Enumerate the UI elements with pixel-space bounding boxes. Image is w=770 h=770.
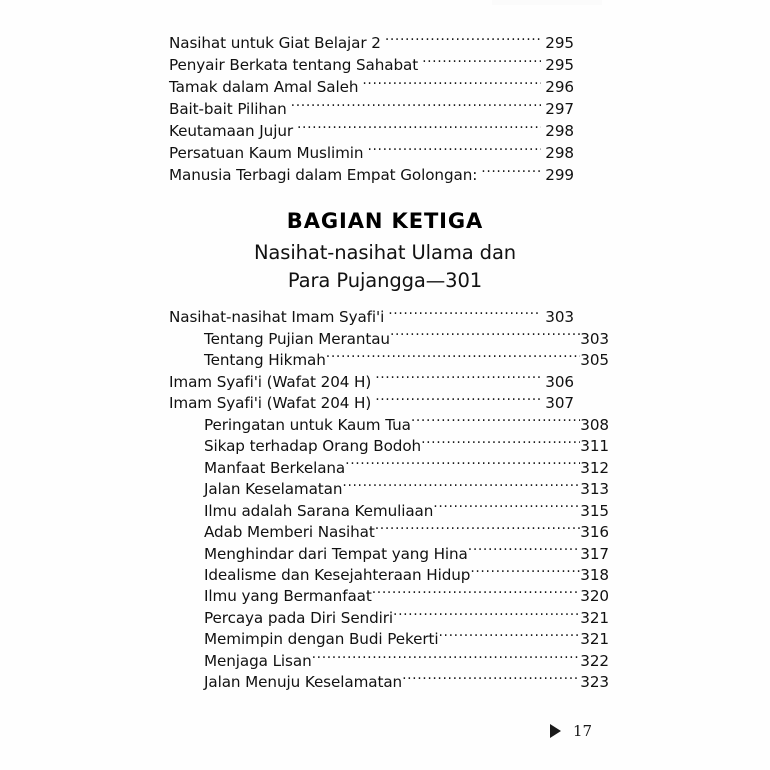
section-heading-subtitle	[0, 239, 770, 295]
toc-entry-title: Sikap terhadap Orang Bodoh	[204, 437, 422, 456]
toc-entry[interactable]	[169, 164, 574, 186]
toc-dot-leader	[375, 371, 541, 386]
toc-entry-page-number: 322	[580, 651, 609, 670]
toc-entry-title: Jalan Menuju Keselamatan	[204, 673, 403, 692]
toc-entry[interactable]	[169, 98, 574, 120]
toc-entry-page-number: 317	[580, 544, 609, 563]
toc-entry-title: Menghindar dari Tempat yang Hina	[204, 544, 468, 563]
toc-entry[interactable]	[169, 436, 609, 457]
toc-entry-title: Adab Memberi Nasihat	[204, 523, 375, 542]
toc-dot-leader	[422, 55, 541, 70]
toc-entry-title: Percaya pada Diri Sendiri	[204, 608, 394, 627]
toc-entry[interactable]	[169, 522, 609, 543]
section-heading-subtitle-line-1: Nasihat-nasihat Ulama dan	[253, 241, 517, 264]
toc-dot-leader	[385, 33, 541, 48]
toc-entry-title: Peringatan untuk Kaum Tua	[204, 415, 411, 434]
toc-dot-leader	[345, 457, 580, 472]
page-footer	[0, 722, 770, 740]
toc-dot-leader	[439, 629, 581, 644]
toc-entry-page-number: 307	[545, 394, 574, 413]
toc-entry-page-number: 299	[545, 166, 574, 184]
toc-dot-leader	[481, 165, 541, 180]
toc-dot-leader	[411, 414, 580, 429]
toc-entry[interactable]	[169, 672, 609, 693]
toc-entry[interactable]	[169, 565, 609, 586]
toc-list-upper	[169, 32, 574, 186]
toc-entry-title: Bait-bait Pilihan	[169, 100, 287, 118]
toc-dot-leader	[291, 99, 542, 114]
toc-entry-page-number: 320	[580, 587, 609, 606]
toc-entry-page-number: 308	[580, 415, 609, 434]
toc-entry[interactable]	[169, 32, 574, 54]
toc-entry-title: Jalan Keselamatan	[204, 480, 343, 499]
toc-entry-title: Manfaat Berkelana	[204, 458, 346, 477]
toc-entry[interactable]	[169, 500, 609, 521]
right-triangle-icon	[550, 724, 561, 738]
section-heading-subtitle-line-2: Para Pujangga—301	[287, 269, 483, 292]
toc-entry-page-number: 303	[580, 329, 609, 348]
section-heading	[0, 206, 770, 295]
toc-entry-page-number: 297	[545, 100, 574, 118]
toc-dot-leader	[312, 651, 581, 666]
toc-entry-title: Tamak dalam Amal Saleh	[169, 78, 359, 96]
toc-dot-leader	[388, 307, 541, 322]
toc-list-lower	[169, 307, 609, 694]
toc-entry-title: Nasihat-nasihat Imam Syafi'i	[169, 308, 385, 327]
section-heading-label: BAGIAN KETIGA	[286, 209, 484, 233]
toc-entry-page-number: 298	[545, 122, 574, 140]
toc-entry[interactable]	[169, 371, 574, 392]
toc-entry-title: Memimpin dengan Budi Pekerti	[204, 630, 439, 649]
toc-entry-title: Persatuan Kaum Muslimin	[169, 144, 364, 162]
page-number: 17	[572, 722, 593, 740]
toc-entry[interactable]	[169, 307, 574, 328]
toc-entry[interactable]	[169, 350, 609, 371]
toc-entry-page-number: 306	[545, 372, 574, 391]
toc-entry[interactable]	[169, 543, 609, 564]
toc-entry-title: Manusia Terbagi dalam Empat Golongan:	[169, 166, 478, 184]
toc-entry[interactable]	[169, 142, 574, 164]
toc-entry[interactable]	[169, 54, 574, 76]
toc-dot-leader	[402, 672, 580, 687]
toc-entry-page-number: 312	[580, 458, 609, 477]
toc-entry-page-number: 303	[545, 308, 574, 327]
toc-entry-page-number: 305	[580, 351, 609, 370]
toc-entry[interactable]	[169, 479, 609, 500]
toc-entry-page-number: 298	[545, 144, 574, 162]
toc-dot-leader	[470, 565, 580, 580]
toc-entry-page-number: 313	[580, 480, 609, 499]
toc-entry-title: Nasihat untuk Giat Belajar 2	[169, 34, 381, 52]
toc-entry-title: Ilmu adalah Sarana Kemuliaan	[204, 501, 434, 520]
toc-entry[interactable]	[169, 629, 609, 650]
toc-entry[interactable]	[169, 457, 609, 478]
toc-dot-leader	[367, 143, 541, 158]
toc-dot-leader	[297, 121, 541, 136]
toc-entry-title: Tentang Pujian Merantau	[204, 329, 390, 348]
toc-entry-title: Imam Syafi'i (Wafat 204 H)	[169, 372, 372, 391]
toc-dot-leader	[362, 77, 541, 92]
toc-entry[interactable]	[169, 120, 574, 142]
toc-entry[interactable]	[169, 586, 609, 607]
toc-dot-leader	[375, 522, 581, 537]
toc-entry[interactable]	[169, 76, 574, 98]
toc-entry[interactable]	[169, 608, 609, 629]
scan-artifact	[492, 0, 602, 5]
toc-entry-page-number: 321	[580, 608, 609, 627]
toc-entry[interactable]	[169, 651, 609, 672]
toc-entry-page-number: 311	[580, 437, 609, 456]
toc-entry-page-number: 296	[545, 78, 574, 96]
toc-dot-leader	[421, 436, 580, 451]
toc-dot-leader	[393, 608, 580, 623]
toc-dot-leader	[342, 479, 580, 494]
toc-entry-title: Menjaga Lisan	[204, 651, 312, 670]
toc-dot-leader	[468, 543, 581, 558]
toc-dot-leader	[326, 350, 581, 365]
toc-entry-page-number: 316	[580, 523, 609, 542]
toc-dot-leader	[390, 328, 580, 343]
toc-entry-page-number: 323	[580, 673, 609, 692]
toc-entry-page-number: 295	[545, 34, 574, 52]
toc-entry-title: Idealisme dan Kesejahteraan Hidup	[204, 566, 471, 584]
toc-entry-page-number: 321	[580, 630, 609, 649]
toc-entry-page-number: 315	[580, 501, 609, 520]
toc-entry[interactable]	[169, 393, 574, 414]
toc-entry-title: Keutamaan Jujur	[169, 122, 293, 140]
toc-dot-leader	[372, 586, 581, 601]
toc-entry-page-number: 295	[545, 56, 574, 74]
toc-dot-leader	[433, 500, 580, 515]
toc-entry-page-number: 318	[580, 566, 609, 584]
toc-entry-title: Tentang Hikmah	[204, 351, 326, 370]
toc-entry-title: Penyair Berkata tentang Sahabat	[169, 56, 419, 74]
toc-dot-leader	[375, 393, 541, 408]
toc-entry[interactable]	[169, 328, 609, 349]
toc-entry-title: Imam Syafi'i (Wafat 204 H)	[169, 394, 372, 413]
toc-entry-title: Ilmu yang Bermanfaat	[204, 587, 372, 606]
toc-entry[interactable]	[169, 414, 609, 435]
